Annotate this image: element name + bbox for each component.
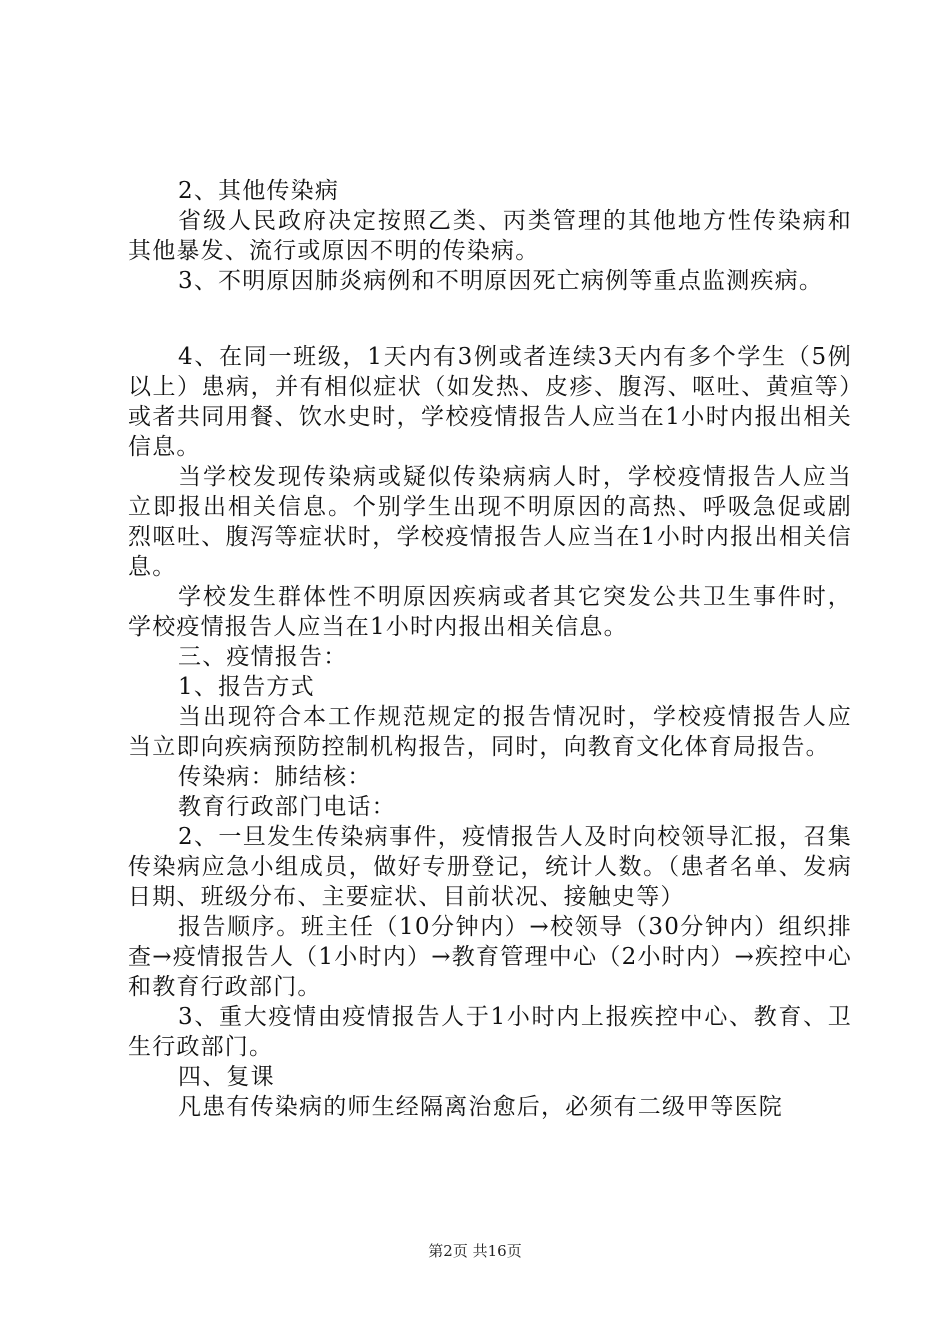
document-body: [128, 176, 852, 1122]
page-number-footer: 第2页 共16页: [428, 1242, 522, 1260]
paragraph: 省级人民政府决定按照乙类、丙类管理的其他地方性传染病和其他暴发、流行或原因不明的传染病。: [128, 208, 852, 264]
section-heading-resume-class: 四、复课: [178, 1064, 275, 1090]
paragraph: 凡患有传染病的师生经隔离治愈后，必须有二级甲等医院: [178, 1094, 783, 1120]
paragraph: 4、在同一班级，1天内有3例或者连续3天内有多个学生（5例以上）患病，并有相似症状（如发热、皮疹、腹泻、呕吐、黄疸等）或者共同用餐、饮水史时，学校疫情报告人应当在1小时内报出相关信息。: [128, 344, 852, 460]
section-heading-report: 三、疫情报告：: [178, 644, 348, 670]
paragraph: 报告顺序。班主任（10分钟内）→校领导（30分钟内）组织排查→疫情报告人（1小时内）→教育管理中心（2小时内）→疾控中心和教育行政部门。: [128, 914, 852, 1000]
paragraph: 传染病：肺结核：: [178, 764, 372, 790]
paragraph-heading-other-diseases: 2、其他传染病: [178, 178, 340, 204]
paragraph: 3、重大疫情由疫情报告人于1小时内上报疾控中心、教育、卫生行政部门。: [128, 1004, 852, 1060]
paragraph: 当学校发现传染病或疑似传染病病人时，学校疫情报告人应当立即报出相关信息。个别学生出现不明原因的高热、呼吸急促或剧烈呕吐、腹泻等症状时，学校疫情报告人应当在1小时内报出相关信息。: [128, 464, 852, 580]
subheading-report-method: 1、报告方式: [178, 674, 315, 700]
paragraph: 当出现符合本工作规范规定的报告情况时，学校疫情报告人应当立即向疾病预防控制机构报告，同时，向教育文化体育局报告。: [128, 704, 852, 760]
paragraph-gap: [128, 296, 852, 342]
paragraph: 2、一旦发生传染病事件，疫情报告人及时向校领导汇报，召集传染病应急小组成员，做好专册登记，统计人数。（患者名单、发病日期、班级分布、主要症状、目前状况、接触史等）: [128, 824, 852, 910]
paragraph: 学校发生群体性不明原因疾病或者其它突发公共卫生事件时，学校疫情报告人应当在1小时内报出相关信息。: [128, 584, 852, 640]
paragraph: 教育行政部门电话：: [178, 794, 396, 820]
paragraph: 3、不明原因肺炎病例和不明原因死亡病例等重点监测疾病。: [178, 268, 824, 294]
